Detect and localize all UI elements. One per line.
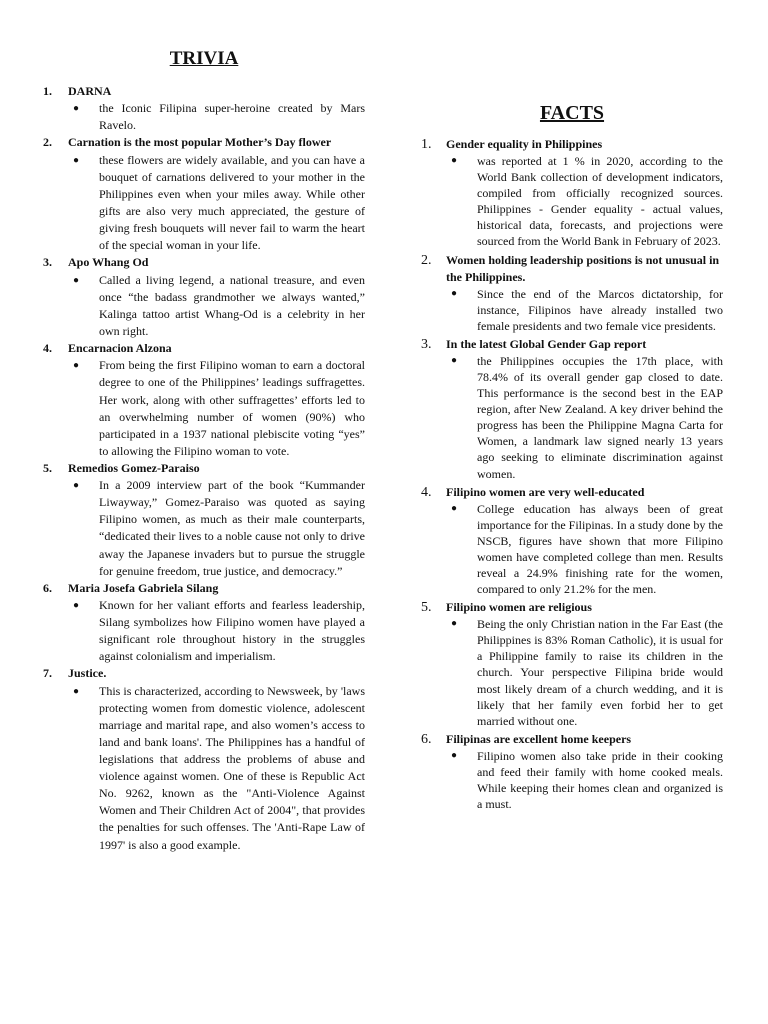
item-title: Carnation is the most popular Mother’s Day flower xyxy=(68,135,332,150)
bullet-point xyxy=(446,501,723,598)
bullet-point xyxy=(446,286,723,334)
facts-column xyxy=(421,0,723,814)
fact-item-heading xyxy=(421,136,723,153)
item-title: In the latest Global Gender Gap report xyxy=(446,336,647,351)
bullet-text: was reported at 1 % in 2020, according to the World Bank collection of development indicators, compiled from officially recognized sources. Philippines - Gender equality - actual values, historical data, forecasts, and projections were sourced from the World Bank in February of 2023. xyxy=(477,154,723,249)
item-number: 5. xyxy=(43,460,52,475)
bullet-text: This is characterized, according to Newsweek, by 'laws protecting women from domestic violence, adolescent marriage and marital rape, and also women’s access to land and bank loans'. The Philippines has a handful of legislations that address the problems of abuse and violence against women. One of these is Republic Act No. 9262, known as the "Anti-Violence Against Women and Their Children Act of 2004", that provides the penalties for such offenses. The 'Anti-Rape Law of 1997' is also a good example. xyxy=(99,683,365,852)
bullet-text: the Philippines occupies the 17th place, with 78.4% of its overall gender gap closed to date. This performance is the second best in the EAP region, after New Zealand. A key driver behind the progress has been the Philippine Magna Carta for Women, a landmark law signed nearly 13 years ago seeking to eliminate discrimination against women. xyxy=(477,353,723,481)
bullet-text: Being the only Christian nation in the Far East (the Philippines is 83% Roman Catholic), it is usual for a Philippine family to raise its children in the church. Your perspective Filipina bride would most likely dream of a church wedding, and it is likely that her family even forbid her to get married without one. xyxy=(477,617,723,728)
item-title: Apo Whang Od xyxy=(68,255,149,270)
bullet-point xyxy=(68,152,365,255)
item-number: 4. xyxy=(421,484,432,500)
bullet-text: In a 2009 interview part of the book “Kummander Liwayway,” Gomez-Paraiso was quoted as saying Filipino women, as much as their male counterparts, “dedicated their lives to a noble cause not only to drive away the Japanese invaders but to pursue the struggle for genuine freedom, true justice, and democracy.” xyxy=(99,478,365,578)
bullet-text: Since the end of the Marcos dictatorship, for instance, Filipinos have already installed two female presidents and two female vice presidents. xyxy=(477,286,723,333)
item-number: 6. xyxy=(421,731,432,747)
bullet-icon: ● xyxy=(73,274,80,286)
trivia-item xyxy=(43,460,365,580)
fact-item-heading xyxy=(421,336,723,353)
item-title: Gender equality in Philippines xyxy=(446,137,603,151)
item-title: Justice. xyxy=(68,666,107,681)
item-title: DARNA xyxy=(68,84,112,98)
bullet-icon: ● xyxy=(73,600,80,612)
bullet-icon: ● xyxy=(73,360,80,372)
bullet-text: Called a living legend, a national treasure, and even once “the badass grandmother we always wanted,” Kalinga tattoo artist Whang-Od is a celebrity in her own right. xyxy=(99,272,365,338)
fact-item xyxy=(421,484,723,598)
trivia-item-heading xyxy=(43,340,365,357)
bullet-text: the Iconic Filipina super-heroine created by Mars Ravelo. xyxy=(99,101,365,133)
bullet-point xyxy=(446,748,723,812)
bullet-icon: ● xyxy=(73,685,80,697)
fact-item-heading xyxy=(421,484,723,501)
bullet-point xyxy=(68,683,365,854)
bullet-point xyxy=(68,477,365,580)
trivia-item xyxy=(43,665,365,853)
trivia-item-heading xyxy=(43,665,365,682)
item-title: Filipinas are excellent home keepers xyxy=(446,731,632,746)
fact-item xyxy=(421,731,723,812)
fact-item xyxy=(421,336,723,482)
trivia-item xyxy=(43,83,365,134)
trivia-title: TRIVIA xyxy=(169,48,239,69)
item-number: 6. xyxy=(43,580,52,595)
bullet-point xyxy=(446,153,723,250)
bullet-icon: ● xyxy=(451,354,458,366)
bullet-point xyxy=(68,357,365,460)
bullet-text: Filipino women also take pride in their cooking and feed their family with home cooked meals. While keeping their homes clean and organized is a must. xyxy=(477,748,723,812)
fact-item xyxy=(421,599,723,729)
item-number: 3. xyxy=(421,336,432,352)
facts-title: FACTS xyxy=(539,102,605,124)
trivia-item-heading xyxy=(43,134,365,151)
bullet-point xyxy=(68,100,365,134)
trivia-item-heading xyxy=(43,580,365,597)
bullet-point xyxy=(68,272,365,340)
fact-item-heading xyxy=(421,731,723,748)
facts-list xyxy=(421,136,723,812)
bullet-text: College education has always been of great importance for the Filipinas. In a study done by the NSCB, figures have shown that more Filipino women have completed college than men. Results reveal a 24.9% finishing rate for the women, compared to only 21.2% for the men. xyxy=(477,501,723,597)
trivia-list xyxy=(43,83,365,854)
item-number: 5. xyxy=(421,600,432,616)
item-title: Remedios Gomez-Paraiso xyxy=(68,460,200,475)
trivia-item xyxy=(43,254,365,340)
item-title: Maria Josefa Gabriela Silang xyxy=(68,580,219,595)
bullet-point xyxy=(446,353,723,482)
item-title: Filipino women are religious xyxy=(446,600,592,615)
bullet-icon: ● xyxy=(451,502,458,514)
bullet-icon: ● xyxy=(73,103,80,115)
item-title: Filipino women are very well-educated xyxy=(446,484,645,499)
bullet-icon: ● xyxy=(73,480,80,492)
bullet-icon: ● xyxy=(451,618,458,630)
item-number: 3. xyxy=(43,255,52,270)
fact-item xyxy=(421,252,723,334)
trivia-item xyxy=(43,134,365,254)
bullet-icon: ● xyxy=(451,155,458,166)
bullet-point xyxy=(68,597,365,665)
bullet-text: From being the first Filipino woman to earn a doctoral degree to one of the Philippines’ leadings suffragettes. Her work, along with other suffragettes’ efforts led to an overwhelming number of women (90%) who participated in a 1937 national plebiscite voting “yes” to allowing the Filipino woman to vote. xyxy=(99,358,365,458)
bullet-icon: ● xyxy=(451,749,458,761)
trivia-item-heading xyxy=(43,460,365,477)
item-number: 7. xyxy=(43,666,52,681)
bullet-text: Known for her valiant efforts and fearless leadership, Silang symbolizes how Filipino women have played a significant role throughout history in the struggles against colonialism and imperialism. xyxy=(99,598,365,664)
trivia-item-heading xyxy=(43,254,365,271)
bullet-icon: ● xyxy=(451,287,458,299)
fact-item-heading xyxy=(421,599,723,616)
bullet-icon: ● xyxy=(73,154,80,166)
trivia-item xyxy=(43,340,365,460)
fact-item-heading xyxy=(421,252,723,286)
fact-item xyxy=(421,136,723,250)
item-number: 2. xyxy=(421,252,432,268)
trivia-column xyxy=(43,0,365,854)
item-title: Women holding leadership positions is not unusual in the Philippines. xyxy=(446,252,720,284)
item-number: 1. xyxy=(43,84,52,98)
bullet-point xyxy=(446,616,723,729)
item-number: 4. xyxy=(43,341,52,356)
item-number: 2. xyxy=(43,135,52,150)
bullet-text: these flowers are widely available, and you can have a bouquet of carnations delivered to your mother in the Philippines even when your miles away. While other gifts are also very much appreciated, the gesture of giving fresh bouquets will never fail to warm the heart of the special woman in your life. xyxy=(99,152,365,253)
item-number: 1. xyxy=(421,137,432,152)
trivia-item xyxy=(43,580,365,666)
trivia-item-heading xyxy=(43,83,365,100)
item-title: Encarnacion Alzona xyxy=(68,341,172,356)
